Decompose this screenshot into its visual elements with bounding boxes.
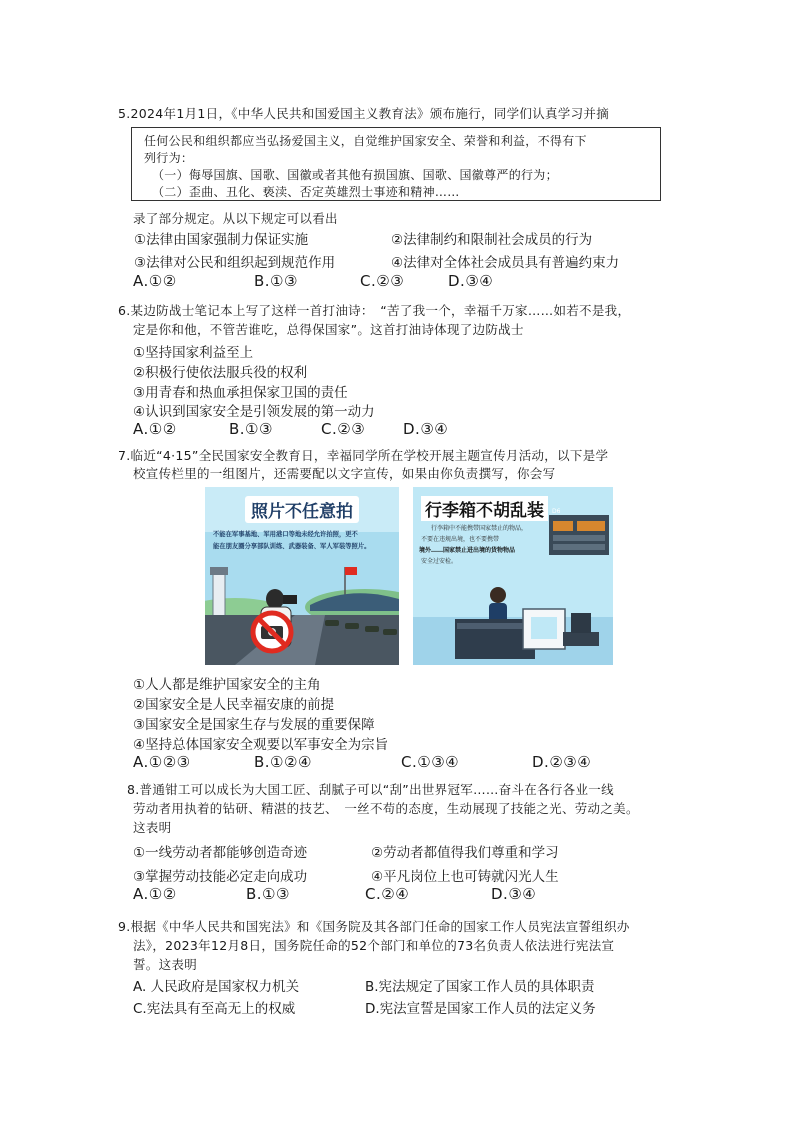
q8-choice-b[interactable]: B.①③ bbox=[246, 885, 290, 903]
departure-screen-label: D6 bbox=[552, 508, 561, 515]
q5-stem-line1: 5.2024年1月1日，《中华人民共和国爱国主义教育法》颁布施行，同学们认真学习并摘 bbox=[118, 106, 609, 121]
q6-stem-line1: 6.某边防战士笔记本上写了这样一首打油诗： “苦了我一个，幸福千万家……如若不是我， bbox=[118, 303, 631, 318]
q8-option-2: ②劳动者都值得我们尊重和学习 bbox=[371, 845, 559, 861]
q6-choice-b[interactable]: B.①③ bbox=[229, 420, 273, 438]
q8-stem-line3: 这表明 bbox=[133, 820, 172, 835]
q5-option-2: ②法律制约和限制社会成员的行为 bbox=[391, 232, 593, 248]
q8-choice-d[interactable]: D.③④ bbox=[491, 885, 537, 903]
q6-option-3: ③用青春和热血承担保家卫国的责任 bbox=[133, 385, 348, 401]
poster-2-text-line1: 行李箱中不能携带国家禁止的物品， bbox=[431, 525, 528, 532]
poster-2-title: 行李箱不胡乱装 bbox=[421, 496, 548, 521]
q9-option-c[interactable]: C.宪法具有至高无上的权威 bbox=[133, 1001, 296, 1017]
q6-choice-c[interactable]: C.②③ bbox=[321, 420, 366, 438]
q5-quote-box bbox=[131, 127, 661, 201]
q5-stem-line2: 录了部分规定。从以下规定可以看出 bbox=[133, 211, 338, 226]
q9-option-a[interactable]: A. 人民政府是国家权力机关 bbox=[133, 979, 300, 995]
q7-choice-d[interactable]: D.②③④ bbox=[532, 753, 592, 771]
q5-option-4: ④法律对全体社会成员具有普遍约束力 bbox=[391, 255, 620, 271]
q5-quote-line3: （一）侮辱国旗、国歌、国徽或者其他有损国旗、国歌、国徽尊严的行为； bbox=[152, 168, 558, 182]
q6-stem-line2: 定是你和他，不管苦谁吃，总得保国家”。这首打油诗体现了边防战士 bbox=[133, 322, 524, 337]
q7-choice-a[interactable]: A.①②③ bbox=[133, 753, 191, 771]
q5-choice-c[interactable]: C.②③ bbox=[360, 272, 405, 290]
q8-option-1: ①一线劳动者都能够创造奇迹 bbox=[133, 845, 308, 861]
q9-stem-line1: 9.根据《中华人民共和国宪法》和《国务院及其各部门任命的国家工作人员宪法宣誓组织办 bbox=[118, 919, 630, 934]
q7-option-4: ④坚持总体国家安全观要以军事安全为宗旨 bbox=[133, 737, 389, 753]
poster-2-text-line2: 不要在违规出境，也不要携带 bbox=[421, 536, 500, 543]
q7-stem-line1: 7.临近“4·15”全民国家安全教育日，幸福同学所在学校开展主题宣传月活动，以下是学 bbox=[118, 448, 609, 463]
poster-1-text-line2: 能在朋友圈分享部队训练、武器装备、军人军装等照片。 bbox=[213, 543, 371, 550]
q5-choice-a[interactable]: A.①② bbox=[133, 272, 177, 290]
q8-stem-line1: 8.普通钳工可以成长为大国工匠、刮腻子可以“刮”出世界冠军……奋斗在各行各业一线 bbox=[127, 782, 614, 797]
poster-1-title: 照片不任意拍 bbox=[245, 496, 359, 523]
q6-choice-a[interactable]: A.①② bbox=[133, 420, 177, 438]
q5-option-3: ③法律对公民和组织起到规范作用 bbox=[134, 255, 336, 271]
poster-2-text-line4: 安全过安检。 bbox=[421, 558, 458, 565]
q7-option-3: ③国家安全是国家生存与发展的重要保障 bbox=[133, 717, 375, 733]
q7-choice-b[interactable]: B.①②④ bbox=[254, 753, 312, 771]
q5-quote-line4: （二）歪曲、丑化、亵渎、否定英雄烈士事迹和精神…… bbox=[152, 185, 460, 199]
q8-option-4: ④平凡岗位上也可铸就闪光人生 bbox=[371, 869, 559, 885]
q9-stem-line3: 誓。这表明 bbox=[133, 957, 198, 972]
q8-option-3: ③掌握劳动技能必定走向成功 bbox=[133, 869, 308, 885]
q5-option-1: ①法律由国家强制力保证实施 bbox=[134, 232, 309, 248]
q7-choice-c[interactable]: C.①③④ bbox=[401, 753, 460, 771]
poster-1-text-line1: 不能在军事基地、军用港口等地未经允许拍照，更不 bbox=[213, 531, 358, 538]
q7-option-1: ①人人都是维护国家安全的主角 bbox=[133, 677, 321, 693]
q5-quote-line2: 列行为： bbox=[144, 151, 194, 165]
q6-option-2: ②积极行使依法服兵役的权利 bbox=[133, 365, 308, 381]
q5-choice-b[interactable]: B.①③ bbox=[254, 272, 298, 290]
q9-option-b[interactable]: B.宪法规定了国家工作人员的具体职责 bbox=[365, 979, 595, 995]
q5-quote-line1: 任何公民和组织都应当弘扬爱国主义，自觉维护国家安全、荣誉和利益，不得有下 bbox=[144, 134, 587, 148]
q6-option-4: ④认识到国家安全是引领发展的第一动力 bbox=[133, 404, 375, 420]
q6-choice-d[interactable]: D.③④ bbox=[403, 420, 449, 438]
q7-stem-line2: 校宣传栏里的一组图片，还需要配以文字宣传，如果由你负责撰写，你会写 bbox=[133, 466, 556, 481]
q8-stem-line2: 劳动者用执着的钻研、精湛的技艺、 一丝不苟的态度，生动展现了技能之光、劳动之美。 bbox=[133, 801, 639, 816]
q6-option-1: ①坚持国家利益至上 bbox=[133, 345, 254, 361]
q5-choice-d[interactable]: D.③④ bbox=[448, 272, 494, 290]
q9-stem-line2: 法》，2023年12月8日，国务院任命的52个部门和单位的73名负责人依法进行宪法宣 bbox=[133, 938, 615, 953]
q8-choice-a[interactable]: A.①② bbox=[133, 885, 177, 903]
q7-option-2: ②国家安全是人民幸福安康的前提 bbox=[133, 697, 335, 713]
poster-2-text-line3: 境外……国家禁止进出境的货物物品 bbox=[419, 547, 516, 554]
poster-no-random-photos bbox=[205, 487, 399, 665]
poster-no-random-luggage bbox=[413, 487, 613, 665]
q9-option-d[interactable]: D.宪法宣誓是国家工作人员的法定义务 bbox=[365, 1001, 596, 1017]
q8-choice-c[interactable]: C.②④ bbox=[365, 885, 410, 903]
